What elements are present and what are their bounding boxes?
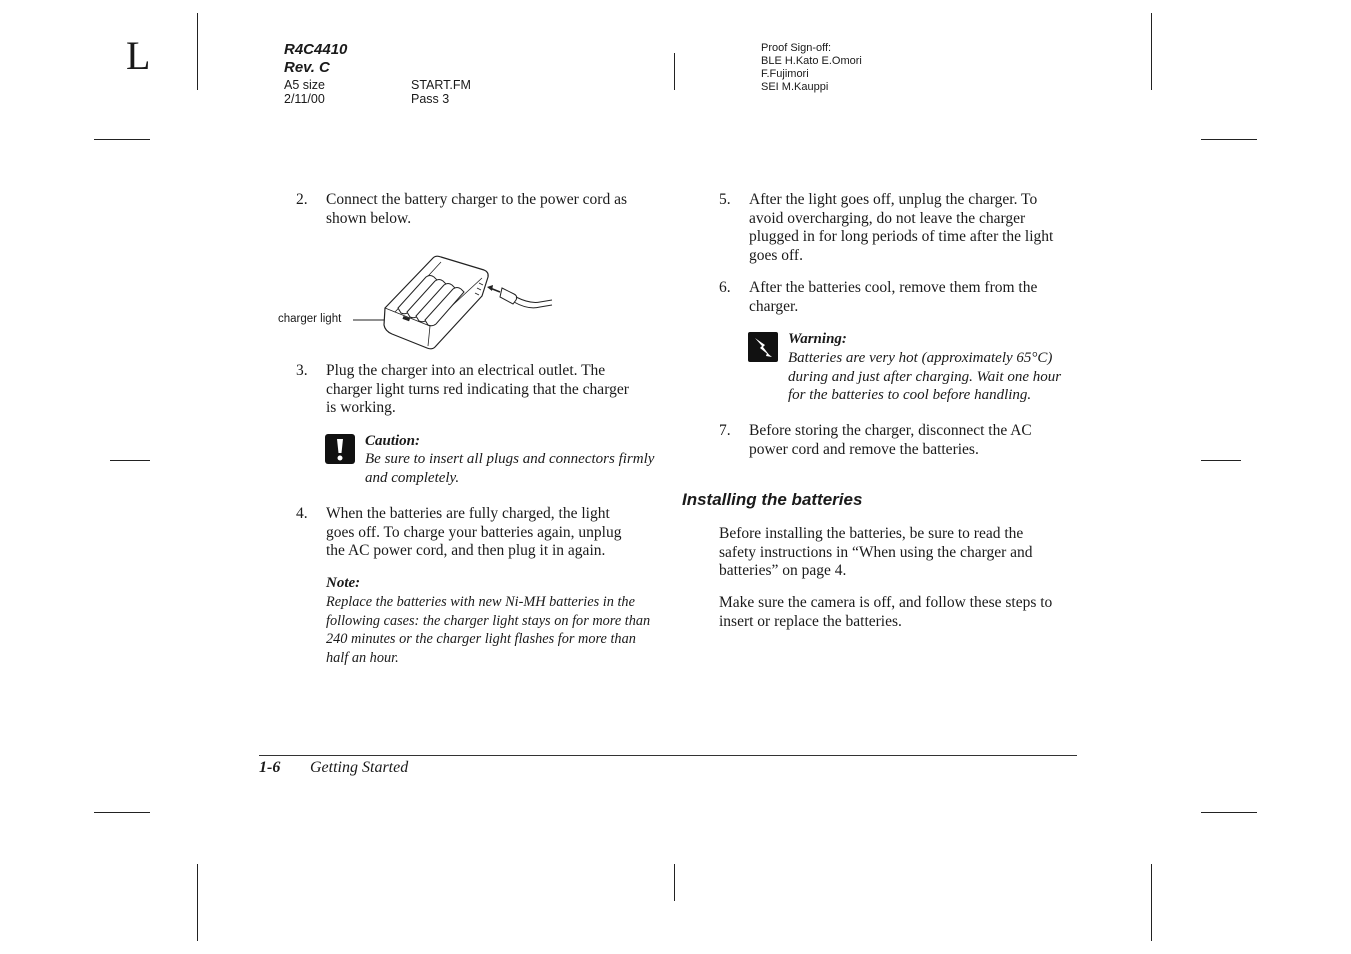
proof-line: Proof Sign-off:	[761, 42, 832, 54]
proof-line: SEI M.Kauppi	[761, 81, 829, 93]
chapter-title: Getting Started	[310, 759, 409, 776]
crop-mark	[110, 460, 150, 461]
paragraph: Before installing the batteries, be sure to read the safety instructions in “When using the charger and batteries” on page 4.	[719, 525, 1033, 579]
caution-text: Be sure to insert all plugs and connectors firmly and completely.	[365, 451, 655, 486]
step-number: 3.	[296, 362, 308, 379]
crop-mark	[674, 53, 675, 90]
crop-mark	[1151, 13, 1152, 90]
doc-date: 2/11/00	[284, 92, 325, 106]
step-6-text: After the batteries cool, remove them from the charger.	[749, 279, 1038, 315]
step-number: 5.	[719, 191, 731, 208]
crop-mark	[197, 864, 198, 941]
page-number: 1-6	[259, 759, 281, 776]
step-number: 7.	[719, 422, 731, 439]
proof-line: BLE H.Kato E.Omori	[761, 55, 862, 67]
step-number: 4.	[296, 505, 308, 522]
step-7-text: Before storing the charger, disconnect the AC power cord and remove the batteries.	[749, 422, 1032, 458]
proof-line: F.Fujimori	[761, 68, 809, 80]
section-title: Installing the batteries	[682, 490, 863, 509]
crop-mark	[94, 139, 150, 140]
crop-mark	[197, 13, 198, 90]
proof-signoff	[761, 42, 862, 94]
step-3-text: Plug the charger into an electrical outlet. The charger light turns red indicating that the charger is working.	[326, 362, 629, 416]
step-4-text: When the batteries are fully charged, the light goes off. To charge your batteries again, unplug the AC power cord, and then plug it in again.	[326, 505, 622, 559]
corner-letter: L	[126, 33, 151, 78]
crop-mark	[1201, 460, 1241, 461]
charger-light-callout: charger light	[278, 313, 342, 325]
crop-mark	[674, 864, 675, 901]
step-2-text: Connect the battery charger to the power cord as shown below.	[326, 191, 627, 227]
note-text: Replace the batteries with new Ni-MH batteries in the following cases: the charger light stays on for more than 240 minutes or the charger light flashes for more than half an hour.	[326, 594, 651, 666]
crop-mark	[1201, 139, 1257, 140]
file-name: START.FM	[411, 78, 471, 92]
doc-code: R4C4410	[284, 41, 348, 58]
step-5-text: After the light goes off, unplug the charger. To avoid overcharging, do not leave the charger plugged in for long periods of time after the light goes off.	[749, 191, 1054, 264]
crop-mark	[1151, 864, 1152, 941]
revision: Rev. C	[284, 59, 330, 76]
step-number: 2.	[296, 191, 308, 208]
warning-lightning-icon	[748, 332, 778, 362]
pass-number: Pass 3	[411, 92, 450, 106]
caution-title: Caution:	[365, 433, 421, 449]
warning-title: Warning:	[788, 331, 847, 347]
caution-exclamation-icon	[325, 434, 355, 464]
crop-mark	[94, 812, 150, 813]
footer-rule	[259, 755, 1077, 756]
paragraph: Make sure the camera is off, and follow these steps to insert or replace the batteries.	[719, 594, 1053, 630]
warning-text: Batteries are very hot (approximately 65°C) during and just after charging. Wait one hour for the batteries to cool before handling.	[788, 350, 1062, 403]
page-size: A5 size	[284, 78, 325, 92]
step-number: 6.	[719, 279, 731, 296]
crop-mark	[1201, 812, 1257, 813]
battery-charger-illustration	[340, 250, 565, 355]
note-title: Note:	[326, 575, 361, 591]
